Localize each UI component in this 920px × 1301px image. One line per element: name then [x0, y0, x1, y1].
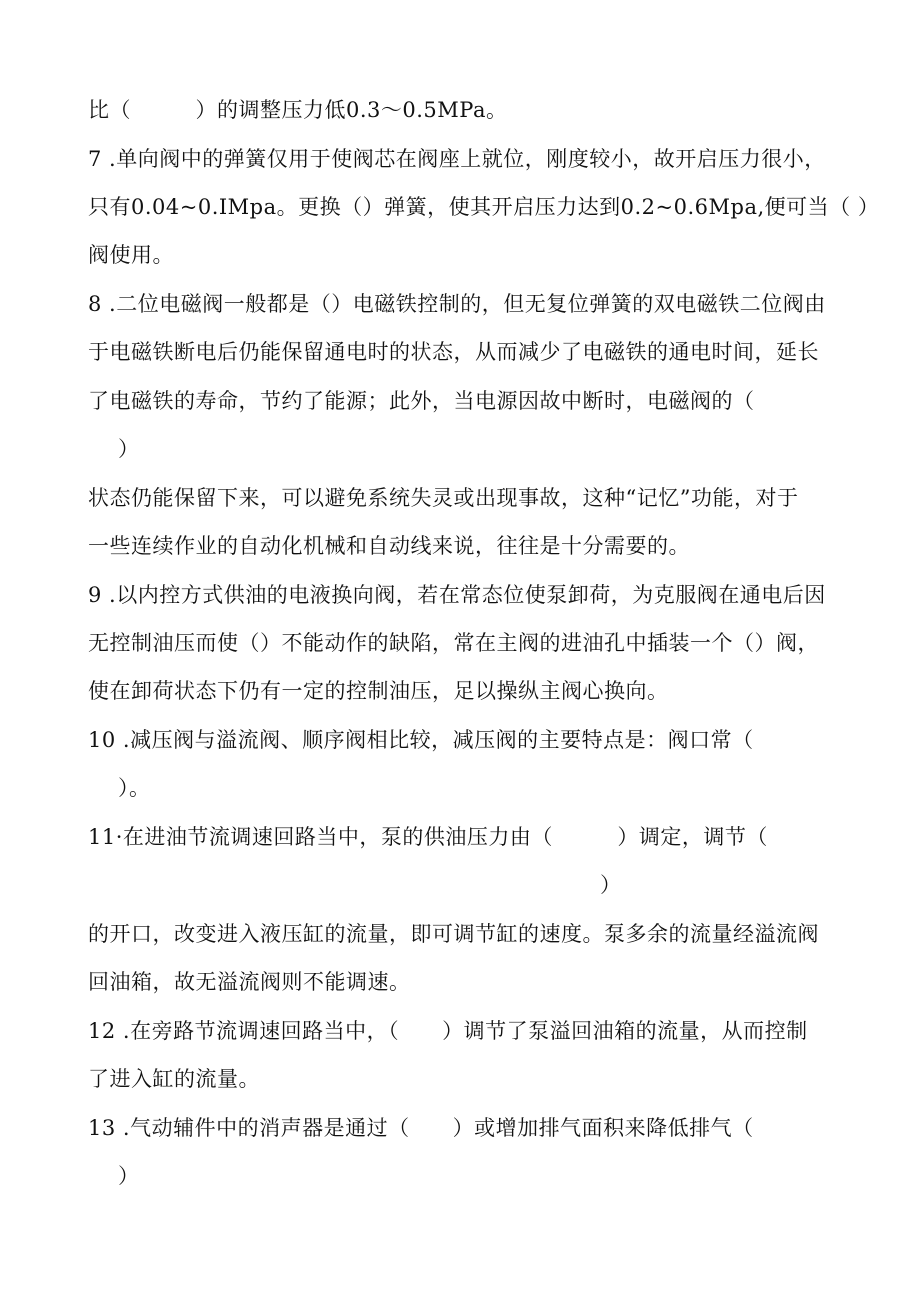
text-line-14: 10 .减压阀与溢流阀、顺序阀相比较，减压阀的主要特点是：阀口常（ — [88, 728, 754, 752]
text-line-7: 了电磁铁的寿命，节约了能源；此外，当电源因故中断时，电磁阀的（ — [88, 389, 755, 413]
text-line-9: 状态仍能保留下来，可以避免系统失灵或出现事故，这种“记忆”功能，对于 — [88, 486, 799, 510]
text-line-2: 7 .单向阀中的弹簧仅用于使阀芯在阀座上就位，刚度较小，故开启压力很小， — [88, 147, 826, 171]
text-line-12: 无控制油压而使（）不能动作的缺陷，常在主阀的进油孔中插装一个（）阀， — [88, 631, 819, 655]
text-line-21: 了进入缸的流量。 — [88, 1067, 260, 1091]
text-line-16: 11·在进油节流调速回路当中，泵的供油压力由（ ）调定，调节（ — [88, 825, 768, 849]
text-line-1: 比（ ）的调整压力低0.3～0.5MPa。 — [88, 98, 508, 122]
text-line-19: 回油箱，故无溢流阀则不能调速。 — [88, 970, 411, 994]
text-line-3: 只有0.04~0.IMpa。更换（）弹簧，使其开启压力达到0.2~0.6Mpa,便可当（ ） — [88, 195, 880, 219]
text-line-13: 使在卸荷状态下仍有一定的控制油压，足以操纵主阀心换向。 — [88, 679, 669, 703]
text-line-17: ） — [600, 873, 622, 897]
text-line-22: 13 .气动辅件中的消声器是通过（ ）或增加排气面积来降低排气（ — [88, 1116, 754, 1140]
text-line-15: ）。 — [118, 776, 151, 800]
text-line-5: 8 .二位电磁阀一般都是（）电磁铁控制的，但无复位弹簧的双电磁铁二位阀由 — [88, 292, 826, 316]
text-line-10: 一些连续作业的自动化机械和自动线来说，往往是十分需要的。 — [88, 534, 690, 558]
text-line-23: ） — [118, 1164, 140, 1188]
text-line-8: ） — [118, 437, 140, 461]
text-line-18: 的开口，改变进入液压缸的流量，即可调节缸的速度。泵多余的流量经溢流阀 — [88, 922, 819, 946]
text-line-4: 阀使用。 — [88, 243, 174, 267]
text-line-6: 于电磁铁断电后仍能保留通电时的状态，从而减少了电磁铁的通电时间，延长 — [88, 340, 819, 364]
text-line-11: 9 .以内控方式供油的电液换向阀，若在常态位使泵卸荷，为克服阀在通电后因 — [88, 583, 826, 607]
text-line-20: 12 .在旁路节流调速回路当中，（ ）调节了泵溢回油箱的流量，从而控制 — [88, 1019, 808, 1043]
